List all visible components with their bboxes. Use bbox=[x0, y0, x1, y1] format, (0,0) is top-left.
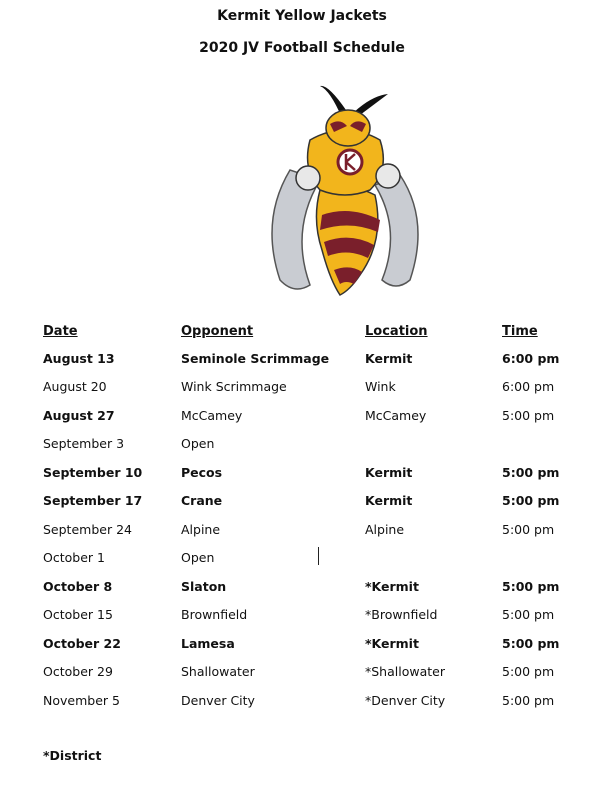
time-cell: 6:00 pm bbox=[502, 350, 560, 366]
opponent-cell: Open bbox=[181, 550, 215, 566]
opponent-cell: McCamey bbox=[181, 407, 243, 423]
location-cell: *Shallowater bbox=[365, 664, 445, 680]
location-cell: Kermit bbox=[365, 464, 413, 480]
date-cell: October 15 bbox=[43, 607, 113, 623]
district-footnote: *District bbox=[43, 748, 102, 763]
opponent-cell: Lamesa bbox=[181, 635, 235, 651]
table-row bbox=[43, 601, 582, 630]
location-cell: *Denver City bbox=[365, 692, 446, 708]
location-cell: McCamey bbox=[365, 407, 427, 423]
date-cell: September 17 bbox=[43, 493, 143, 509]
date-cell: August 20 bbox=[43, 379, 107, 395]
time-cell: 5:00 pm bbox=[502, 635, 560, 651]
location-cell: Kermit bbox=[365, 493, 413, 509]
table-row bbox=[43, 344, 582, 373]
location-cell: *Kermit bbox=[365, 578, 419, 594]
date-cell: August 27 bbox=[43, 407, 115, 423]
location-cell bbox=[365, 430, 502, 459]
table-row bbox=[43, 572, 582, 601]
date-cell: August 13 bbox=[43, 350, 115, 366]
date-cell: October 1 bbox=[43, 550, 105, 566]
time-cell: 5:00 pm bbox=[502, 521, 555, 537]
column-header-date: Date bbox=[43, 323, 78, 339]
column-header-opponent: Opponent bbox=[181, 323, 254, 339]
date-cell: September 24 bbox=[43, 521, 132, 537]
opponent-cell: Denver City bbox=[181, 692, 255, 708]
time-cell: 5:00 pm bbox=[502, 578, 560, 594]
schedule-table bbox=[43, 318, 582, 715]
time-cell bbox=[502, 544, 582, 573]
date-cell: October 8 bbox=[43, 578, 113, 594]
text-cursor bbox=[318, 547, 319, 565]
opponent-cell: Seminole Scrimmage bbox=[181, 350, 330, 366]
time-cell: 5:00 pm bbox=[502, 607, 555, 623]
table-row bbox=[43, 658, 582, 687]
opponent-cell: Slaton bbox=[181, 578, 227, 594]
time-cell: 5:00 pm bbox=[502, 692, 555, 708]
location-cell: Wink bbox=[365, 379, 396, 395]
opponent-cell: Crane bbox=[181, 493, 223, 509]
opponent-cell: Shallowater bbox=[181, 664, 255, 680]
page-title: Kermit Yellow Jackets bbox=[217, 8, 387, 24]
table-row bbox=[43, 629, 582, 658]
location-cell: *Kermit bbox=[365, 635, 419, 651]
table-row bbox=[43, 544, 582, 573]
date-cell: November 5 bbox=[43, 692, 120, 708]
table-row bbox=[43, 686, 582, 715]
column-header-time: Time bbox=[502, 323, 538, 339]
time-cell bbox=[502, 430, 582, 459]
date-cell: October 22 bbox=[43, 635, 121, 651]
opponent-cell: Pecos bbox=[181, 464, 223, 480]
date-cell: October 29 bbox=[43, 664, 113, 680]
location-cell: Alpine bbox=[365, 521, 405, 537]
yellow-jacket-mascot-icon bbox=[250, 80, 440, 300]
table-row bbox=[43, 430, 582, 459]
table-row bbox=[43, 401, 582, 430]
opponent-cell: Brownfield bbox=[181, 607, 248, 623]
date-cell: September 10 bbox=[43, 464, 143, 480]
location-cell bbox=[365, 544, 502, 573]
table-row bbox=[43, 487, 582, 516]
time-cell: 5:00 pm bbox=[502, 493, 560, 509]
time-cell: 5:00 pm bbox=[502, 407, 555, 423]
table-row bbox=[43, 458, 582, 487]
opponent-cell: Alpine bbox=[181, 521, 221, 537]
opponent-cell: Wink Scrimmage bbox=[181, 379, 287, 395]
date-cell: September 3 bbox=[43, 436, 125, 452]
table-row bbox=[43, 515, 582, 544]
column-header-location: Location bbox=[365, 323, 428, 339]
location-cell: *Brownfield bbox=[365, 607, 438, 623]
page-subtitle: 2020 JV Football Schedule bbox=[199, 40, 405, 56]
table-row bbox=[43, 373, 582, 402]
time-cell: 5:00 pm bbox=[502, 464, 560, 480]
location-cell: Kermit bbox=[365, 350, 413, 366]
time-cell: 6:00 pm bbox=[502, 379, 555, 395]
opponent-cell: Open bbox=[181, 436, 215, 452]
schedule-header-row bbox=[43, 318, 582, 344]
time-cell: 5:00 pm bbox=[502, 664, 555, 680]
